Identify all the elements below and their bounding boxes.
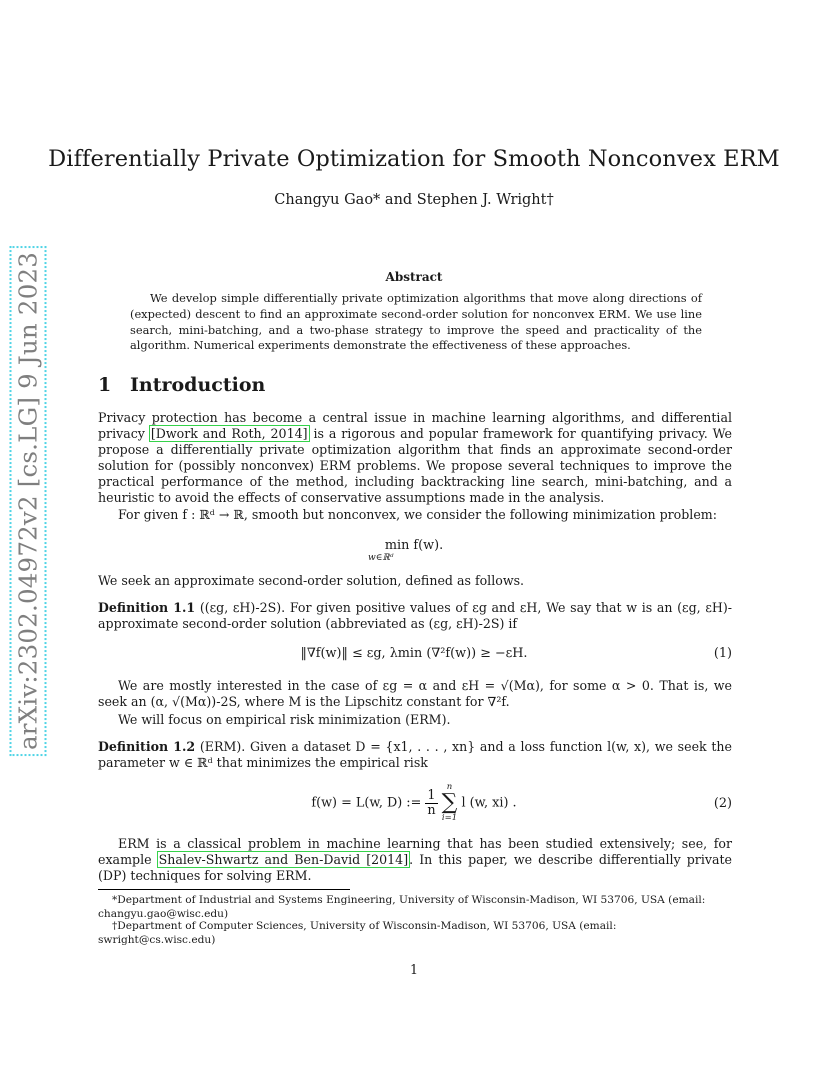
abstract-text: We develop simple differentially private optimization algorithms that move along directions of (expected) descent to find an approximate second-order solution for nonconvex ERM. We use line search, mini-batching, and a two-phase strategy to improve the speed and practicality of the algorithm. Numerical experiments demonstrate the effectiveness of these approaches. <box>130 291 702 353</box>
minimization-equation <box>0 538 828 553</box>
definition-text: Given a dataset D = {x1, . . . , xn} and a loss function l(w, x), we seek the parameter w ∈ ℝᵈ that minimizes the empirical risk <box>98 739 732 770</box>
intro-text: Privacy protection has become a central issue in machine learning algorithms, and differential privacy <box>98 410 732 441</box>
footnote-2: †Department of Computer Sciences, University of Wisconsin-Madison, WI 53706, USA (email: swright@cs.wisc.edu) <box>98 920 617 946</box>
intro-paragraph-1 <box>98 410 732 506</box>
min-expression: min f(w). <box>384 538 444 553</box>
definition-1-2 <box>98 739 732 771</box>
paper-title: Differentially Private Optimization for Smooth Nonconvex ERM <box>48 146 780 172</box>
definition-paren: (ERM). <box>199 739 246 754</box>
fraction-denominator: n <box>427 802 436 818</box>
equation-2 <box>0 782 828 824</box>
section-title: Introduction <box>130 374 266 396</box>
definition-text: For given positive values of εg and εH, We say that w is an (εg, εH)-approximate second-order solution (abbreviated as (εg, εH)-2S) if <box>98 600 732 631</box>
eq2-fraction <box>425 789 437 818</box>
equation-1: ‖∇f(w)‖ ≤ εg, λmin (∇²f(w)) ≥ −εH. <box>300 646 528 661</box>
citation-link[interactable]: [Dwork and Roth, 2014] <box>150 426 308 441</box>
equation-1-number: (1) <box>713 646 732 661</box>
intro-paragraph-3: We seek an approximate second-order solution, defined as follows. <box>98 573 525 588</box>
footnote-rule <box>98 889 350 890</box>
definition-paren: ((εg, εH)-2S). <box>199 600 286 615</box>
section-heading <box>98 374 265 396</box>
sigma-symbol: ∑ <box>441 790 458 815</box>
intro-paragraph-4: We are mostly interested in the case of εg = α and εH = √(Mα), for some α > 0. That is, we seek an (α, √(Mα))-2S, where M is the Lipschitz constant for ∇²f. <box>98 678 732 709</box>
sum-upper: n <box>446 782 453 792</box>
intro-text: is a rigorous and popular framework for quantifying privacy. We propose a differentially private optimization algorithm that finds an approximate second-order solution for (possibly nonconvex) ERM problems. We propose several techniques to improve the practical performance of the method, including backtracking line search, mini-batching, and a heuristic to avoid the effects of conservative assumptions made in the analysis. <box>98 426 732 505</box>
equation-2-number: (2) <box>713 796 732 811</box>
min-subscript: w∈ℝᵈ <box>368 553 394 563</box>
eq2-lhs: f(w) = L(w, D) := <box>311 795 422 811</box>
intro-paragraph-6 <box>98 836 732 884</box>
footnote-1: *Department of Industrial and Systems Engineering, University of Wisconsin-Madison, WI 53706, USA (email: changyu.gao@wisc.edu) <box>98 894 706 920</box>
paper-authors: Changyu Gao* and Stephen J. Wright† <box>274 192 554 208</box>
definition-label: Definition 1.2 <box>98 739 196 754</box>
fraction-numerator: 1 <box>427 787 436 803</box>
eq2-summation <box>442 782 458 824</box>
page-number: 1 <box>409 962 418 977</box>
intro-paragraph-2: For given f : ℝᵈ → ℝ, smooth but nonconvex, we consider the following minimization problem: <box>118 507 717 522</box>
intro-paragraph-5: We will focus on empirical risk minimization (ERM). <box>118 712 451 727</box>
intro-text: . In this paper, we describe differentially private (DP) techniques for solving ERM. <box>98 852 732 883</box>
arxiv-id-link[interactable]: arXiv:2302.04972v2 [cs.LG] 9 Jun 2023 <box>13 251 43 751</box>
section-number: 1 <box>98 374 112 396</box>
intro-text: ERM is a classical problem in machine learning that has been studied extensively; see, for example <box>98 836 732 867</box>
eq2-rhs: l (w, xi) . <box>461 795 517 811</box>
abstract-heading: Abstract <box>385 270 443 284</box>
citation-link[interactable]: Shalev-Shwartz and Ben-David [2014] <box>158 852 409 867</box>
arxiv-sidebar <box>10 251 46 751</box>
definition-label: Definition 1.1 <box>98 600 196 615</box>
sum-lower: i=1 <box>441 813 458 823</box>
definition-1-1 <box>98 600 732 632</box>
